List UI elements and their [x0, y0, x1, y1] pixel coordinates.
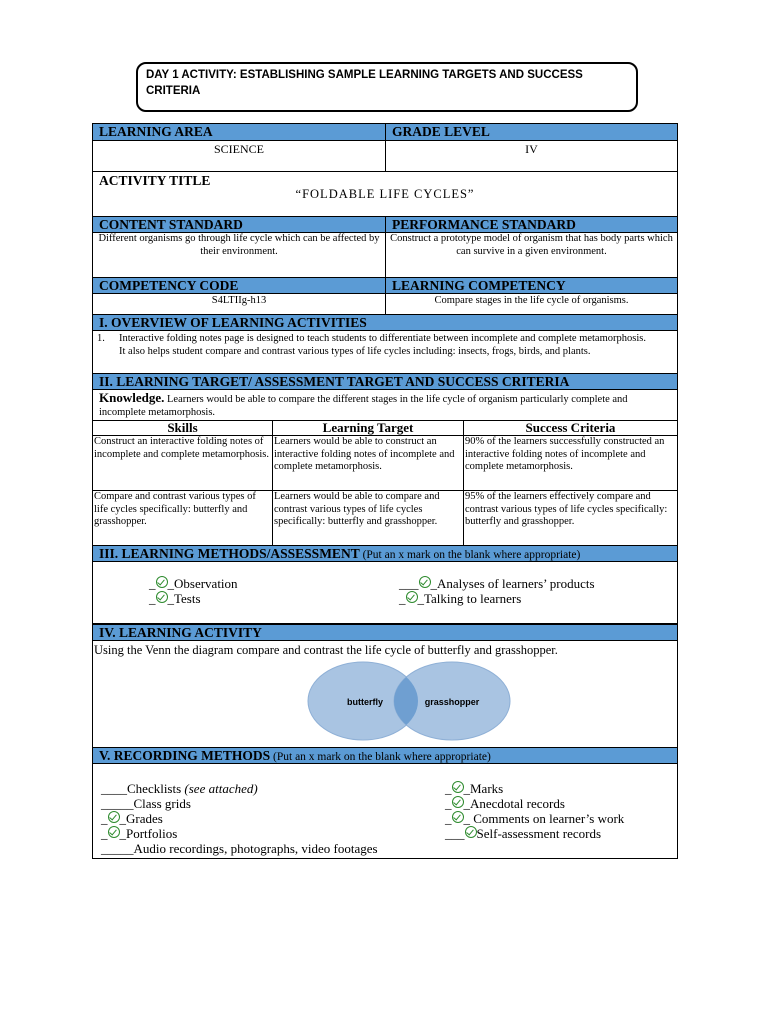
checkmark-icon — [452, 796, 464, 808]
option-tests[interactable]: _ _Tests — [149, 591, 201, 606]
competency-value-row — [93, 294, 677, 314]
learning-competency-value: Compare stages in the life cycle of organisms. — [385, 294, 677, 314]
option-observation[interactable]: _ _Observation — [149, 576, 238, 591]
activity-heading: IV. LEARNING ACTIVITY — [99, 625, 262, 640]
col-learning-target: Learning Target — [273, 421, 464, 435]
content-standard-label: CONTENT STANDARD — [99, 217, 243, 232]
checkmark-icon — [419, 576, 431, 588]
activity-title-label: ACTIVITY TITLE — [99, 173, 211, 188]
checkmark-icon — [108, 811, 120, 823]
activity-header — [93, 624, 677, 641]
checkmark-icon — [452, 781, 464, 793]
activity-title-row — [93, 171, 677, 216]
activity-body — [93, 641, 677, 747]
recording-note: (Put an x mark on the blank where appropriate) — [270, 751, 491, 763]
targets-table-header — [93, 420, 677, 436]
overview-heading: I. OVERVIEW OF LEARNING ACTIVITIES — [99, 315, 367, 330]
option-comments[interactable]: _ _ Comments on learner’s work — [445, 811, 625, 826]
knowledge-row — [93, 390, 677, 420]
col-skills: Skills — [93, 421, 273, 435]
grade-level-label: GRADE LEVEL — [385, 124, 677, 140]
performance-standard-label: PERFORMANCE STANDARD — [385, 217, 677, 232]
targets-header — [93, 373, 677, 390]
activity-title-box: DAY 1 ACTIVITY: ESTABLISHING SAMPLE LEARNING TARGETS AND SUCCESS CRITERIA — [136, 62, 638, 112]
success-criteria-cell: 95% of the learners effectively compare and contrast various types of life cycles specifically: butterfly and grasshopper. — [465, 491, 668, 527]
option-anecdotal-records[interactable]: _ _Anecdotal records — [445, 796, 565, 811]
learning-area-label: LEARNING AREA — [99, 124, 213, 139]
recording-heading: V. RECORDING METHODS — [99, 748, 271, 763]
overview-header — [93, 314, 677, 331]
methods-header — [93, 545, 677, 562]
content-standard-value: Different organisms go through life cycle which can be affected by their environment. — [98, 233, 380, 257]
learning-area-value: SCIENCE — [213, 142, 264, 156]
methods-options — [93, 562, 677, 624]
competency-header-row — [93, 277, 677, 294]
col-success-criteria: Success Criteria — [525, 420, 616, 435]
lesson-plan-form — [92, 123, 678, 859]
success-criteria-cell: 90% of the learners successfully constructed an interactive folding notes of incomplete and complete metamorphosis. — [465, 436, 665, 472]
checkmark-icon — [406, 591, 418, 603]
standards-header-row — [93, 216, 677, 233]
activity-title-value: “FOLDABLE LIFE CYCLES” — [295, 187, 475, 201]
methods-note: (Put an x mark on the blank where appropriate) — [359, 549, 581, 561]
learning-area-value-row — [93, 141, 677, 171]
option-portfolios[interactable]: _ _Portfolios — [101, 826, 178, 841]
checkmark-icon — [156, 591, 168, 603]
table-row — [93, 491, 677, 545]
venn-label-butterfly: butterfly — [347, 697, 383, 707]
recording-options — [93, 764, 677, 858]
option-class-grids[interactable]: _____Class grids — [101, 796, 191, 811]
activity-text: Using the Venn the diagram compare and contrast the life cycle of butterfly and grasshopper. — [94, 643, 558, 657]
option-audio-recordings[interactable]: _____Audio recordings, photographs, video footages — [101, 841, 378, 856]
option-marks[interactable]: _ _Marks — [445, 781, 504, 796]
competency-code-label: COMPETENCY CODE — [99, 278, 239, 293]
methods-heading: III. LEARNING METHODS/ASSESSMENT — [99, 546, 360, 561]
option-analyses[interactable]: ___ _Analyses of learners’ products — [399, 576, 595, 591]
performance-standard-value: Construct a prototype model of organism that has body parts which can survive in a given environment. — [385, 233, 677, 277]
recording-header — [93, 747, 677, 764]
option-grades[interactable]: _ _Grades — [101, 811, 163, 826]
learning-target-cell: Learners would be able to compare and contrast various types of life cycles specifically: butterfly and grasshopper. — [273, 491, 464, 545]
grade-level-value: IV — [385, 141, 677, 171]
skill-cell: Construct an interactive folding notes of incomplete and complete metamorphosis. — [93, 436, 273, 490]
venn-label-grasshopper: grasshopper — [424, 697, 480, 707]
venn-diagram — [93, 641, 679, 747]
learning-competency-label: LEARNING COMPETENCY — [385, 278, 677, 293]
knowledge-label: Knowledge. — [99, 390, 165, 405]
overview-number: 1. — [97, 333, 105, 344]
checkmark-icon — [452, 811, 464, 823]
option-self-assessment[interactable]: ___ Self-assessment records — [445, 826, 602, 841]
overview-text: Interactive folding notes page is designed to teach students to differentiate between incomplete and complete metamorphosis. It also helps student compare and contrast various types of life cycles including: insects, frogs, birds, and plants. — [119, 333, 646, 357]
learning-area-header-row — [93, 124, 677, 141]
checkmark-icon — [465, 826, 477, 838]
standards-value-row — [93, 233, 677, 277]
checkmark-icon — [108, 826, 120, 838]
table-row — [93, 436, 677, 491]
overview-body — [93, 331, 677, 373]
learning-target-cell: Learners would be able to construct an interactive folding notes of incomplete and complete metamorphosis. — [273, 436, 464, 490]
competency-code-value: S4LTIIg-h13 — [211, 295, 267, 306]
option-checklists[interactable]: ____Checklists (see attached) — [101, 781, 258, 796]
targets-heading: II. LEARNING TARGET/ ASSESSMENT TARGET AND SUCCESS CRITERIA — [99, 374, 570, 389]
checkmark-icon — [156, 576, 168, 588]
option-talking[interactable]: _ _Talking to learners — [399, 591, 522, 606]
knowledge-text: Learners would be able to compare the different stages in the life cycle of organism particularly complete and incomplete metamorphosis. — [99, 394, 628, 418]
skill-cell: Compare and contrast various types of life cycles specifically: butterfly and grasshopper. — [93, 491, 273, 545]
